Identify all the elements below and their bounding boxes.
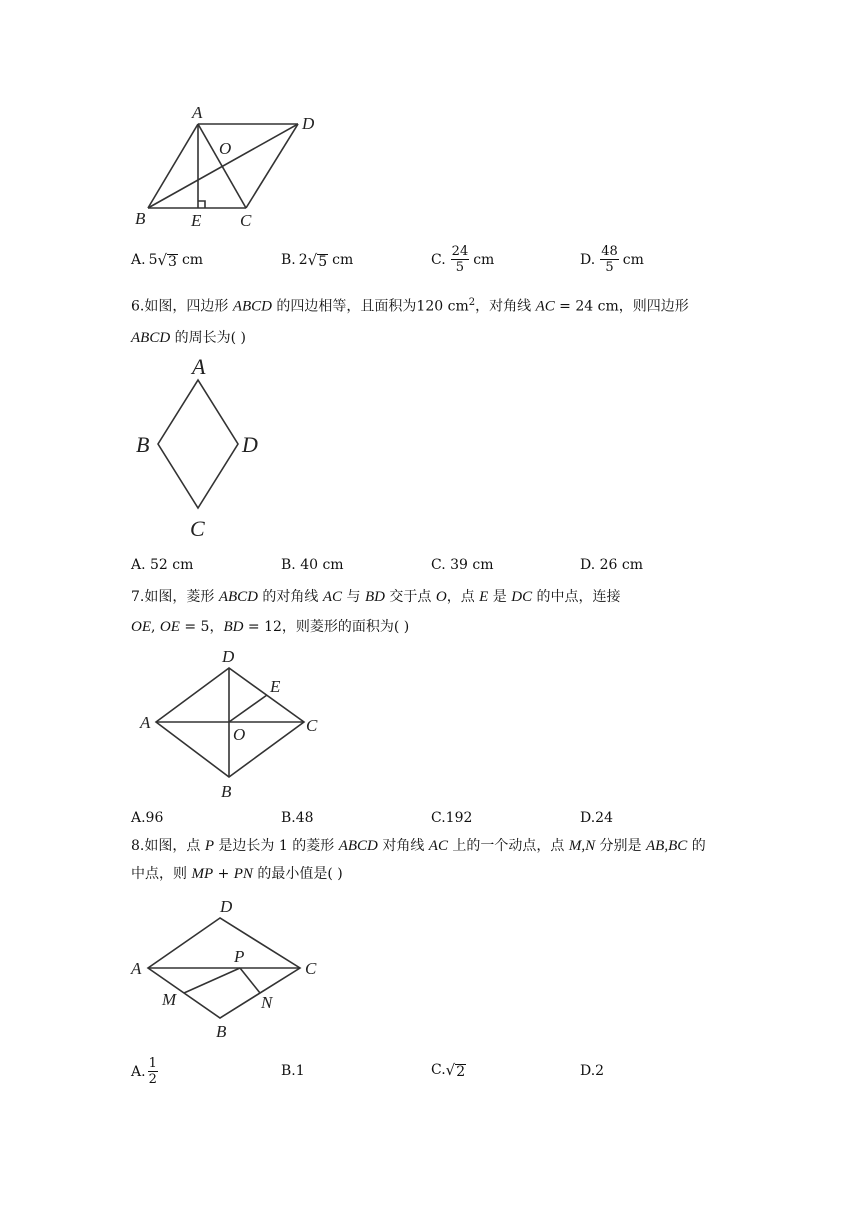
q8-label-m: M <box>162 990 177 1009</box>
q7-stem-line2 <box>131 617 409 637</box>
q5-option-d-label: D. <box>580 251 596 268</box>
q8-stem-line2 <box>131 864 343 884</box>
q7-math: ABCD <box>218 589 258 605</box>
q7-math: AC <box>322 589 343 605</box>
q7-math: BD <box>364 589 385 605</box>
q5-label-d: D <box>302 114 315 133</box>
q5-option-a-unit: cm <box>181 252 204 268</box>
q7-text: 交于点 <box>384 589 436 605</box>
q5-option-c-unit: cm <box>473 251 495 268</box>
q7-math: OE <box>159 619 180 635</box>
q8-text: 分别是 <box>595 838 647 854</box>
q7-math: DC <box>511 589 533 605</box>
q5-option-a-label: A. <box>131 252 146 268</box>
q5-option-b-unit: cm <box>332 252 354 268</box>
q6-text: 的四边相等，且面积为120 cm <box>271 298 469 315</box>
q8-label-p: P <box>234 947 245 966</box>
q7-option-b[interactable]: B.48 <box>281 810 314 826</box>
q5-option-d-numerator: 48 <box>601 244 618 259</box>
q5-option-c-numerator: 24 <box>451 244 469 259</box>
q6-option-b[interactable]: B. 40 cm <box>281 557 344 573</box>
q8-option-a-numerator: 1 <box>148 1056 157 1071</box>
q5-option-a-radicand: 3 <box>168 254 177 270</box>
q8-label-n: N <box>261 993 273 1012</box>
q8-option-a-denominator: 2 <box>148 1072 157 1087</box>
q7-text: = 5， <box>179 619 224 635</box>
q5-option-c-denominator: 5 <box>455 260 465 275</box>
q8-math: AC <box>428 838 448 854</box>
q6-text: ，对角线 <box>475 298 536 315</box>
q6-sup: 2 <box>468 297 476 308</box>
q7-math: O <box>435 589 447 605</box>
q7-text: , <box>151 619 160 635</box>
q6-math-ac: AC <box>535 298 555 315</box>
q5-option-c[interactable] <box>431 244 494 275</box>
q8-option-c[interactable] <box>431 1061 466 1079</box>
q7-label-o: O <box>233 725 246 744</box>
q6-text: 6.如图，四边形 <box>131 298 233 315</box>
q7-text: 7.如图，菱形 <box>131 589 219 605</box>
q5-option-c-label: C. <box>431 251 446 268</box>
q6-math-abcd: ABCD <box>131 330 171 346</box>
q5-label-b: B <box>135 209 146 228</box>
q8-label-a: A <box>131 959 142 978</box>
q6-figure <box>130 352 270 544</box>
q7-label-a: A <box>140 713 151 732</box>
q8-option-c-label: C. <box>431 1062 446 1078</box>
q5-figure <box>128 98 340 234</box>
q5-option-b-coef: 2 <box>298 252 308 268</box>
q7-figure <box>136 644 336 802</box>
q8-stem-line1 <box>131 836 706 856</box>
q8-text: 上的一个动点，点 <box>447 838 569 854</box>
q7-option-d[interactable]: D.24 <box>580 810 613 826</box>
q6-label-d: D <box>242 432 258 457</box>
q8-text: 的最小值是( ) <box>252 866 343 882</box>
q8-option-a[interactable] <box>131 1056 162 1087</box>
q5-label-e: E <box>191 211 202 230</box>
q8-option-c-sqrt: √ 2 <box>445 1061 466 1080</box>
q7-option-c[interactable]: C.192 <box>431 810 473 826</box>
q8-text: 对角线 <box>377 838 429 854</box>
q8-option-b[interactable]: B.1 <box>281 1063 305 1079</box>
q8-text: 是边长为 1 的菱形 <box>213 838 339 854</box>
q7-text: 的中点，连接 <box>532 589 621 605</box>
q6-text: 的周长为( ) <box>170 330 246 346</box>
q8-math: AB,BC <box>646 838 688 854</box>
q5-label-a: A <box>192 103 203 122</box>
q5-option-b-radicand: 5 <box>318 254 328 270</box>
q6-stem-line2 <box>131 328 246 348</box>
q6-option-a[interactable]: A. 52 cm <box>131 557 194 573</box>
q7-label-c: C <box>306 716 318 735</box>
q6-stem-line1 <box>131 293 689 317</box>
q8-option-c-radicand: 2 <box>456 1064 466 1080</box>
q5-option-d[interactable] <box>580 244 644 275</box>
q7-option-a[interactable]: A.96 <box>131 810 164 826</box>
q8-math: P <box>204 838 214 854</box>
q8-text: 的 <box>687 838 706 854</box>
q6-math-abcd: ABCD <box>232 298 272 315</box>
q8-math: M,N <box>568 838 596 854</box>
q8-segment-pn <box>240 968 260 993</box>
q8-math: ABCD <box>338 838 378 854</box>
q7-segment-oe <box>229 695 267 722</box>
q6-option-c[interactable]: C. 39 cm <box>431 557 494 573</box>
q8-figure <box>128 892 328 1044</box>
q7-label-d: D <box>222 647 235 666</box>
q6-label-b: B <box>136 432 150 457</box>
q5-option-d-unit: cm <box>622 251 644 268</box>
q7-label-e: E <box>270 677 281 696</box>
q8-option-d[interactable]: D.2 <box>580 1063 605 1079</box>
q5-label-c: C <box>240 211 252 230</box>
q8-segment-mp <box>184 968 240 993</box>
q6-label-a: A <box>192 354 206 379</box>
q8-label-c: C <box>305 959 317 978</box>
q8-option-a-fraction <box>148 1056 158 1087</box>
q5-option-b-sqrt: √ 5 <box>307 251 328 270</box>
q8-text: 中点，则 <box>131 866 192 882</box>
q8-text: 8.如图，点 <box>131 838 205 854</box>
q6-label-c: C <box>190 516 205 541</box>
q5-option-d-denominator: 5 <box>605 260 614 275</box>
q5-option-b[interactable] <box>281 251 353 269</box>
q8-math: PN <box>233 866 253 882</box>
q7-text: 与 <box>342 589 365 605</box>
q5-option-a-coef: 5 <box>148 252 158 268</box>
q7-text: 是 <box>488 589 512 605</box>
q7-math: BD <box>223 619 244 635</box>
q8-option-a-label: A. <box>131 1063 146 1080</box>
q5-option-c-fraction <box>451 244 470 275</box>
q5-option-a[interactable] <box>131 251 203 269</box>
q6-option-d[interactable]: D. 26 cm <box>580 557 644 573</box>
q5-label-o: O <box>219 139 232 158</box>
q5-option-b-label: B. <box>281 252 296 268</box>
q5-option-a-sqrt: √ 3 <box>157 251 177 270</box>
q7-label-b: B <box>221 782 232 801</box>
q8-text: + <box>213 866 234 882</box>
q7-text: 的对角线 <box>257 589 323 605</box>
q7-math: OE <box>131 619 151 635</box>
q7-math: E <box>479 589 489 605</box>
q8-label-b: B <box>216 1022 227 1041</box>
q5-option-d-fraction <box>600 244 619 275</box>
q6-rhombus <box>158 380 238 508</box>
q7-text: = 12，则菱形的面积为( ) <box>243 619 410 635</box>
q7-text: ，点 <box>446 589 480 605</box>
q8-label-d: D <box>220 897 233 916</box>
q8-math: MP <box>191 866 214 882</box>
q7-stem-line1 <box>131 587 621 607</box>
q6-text: = 24 cm，则四边形 <box>554 298 689 315</box>
